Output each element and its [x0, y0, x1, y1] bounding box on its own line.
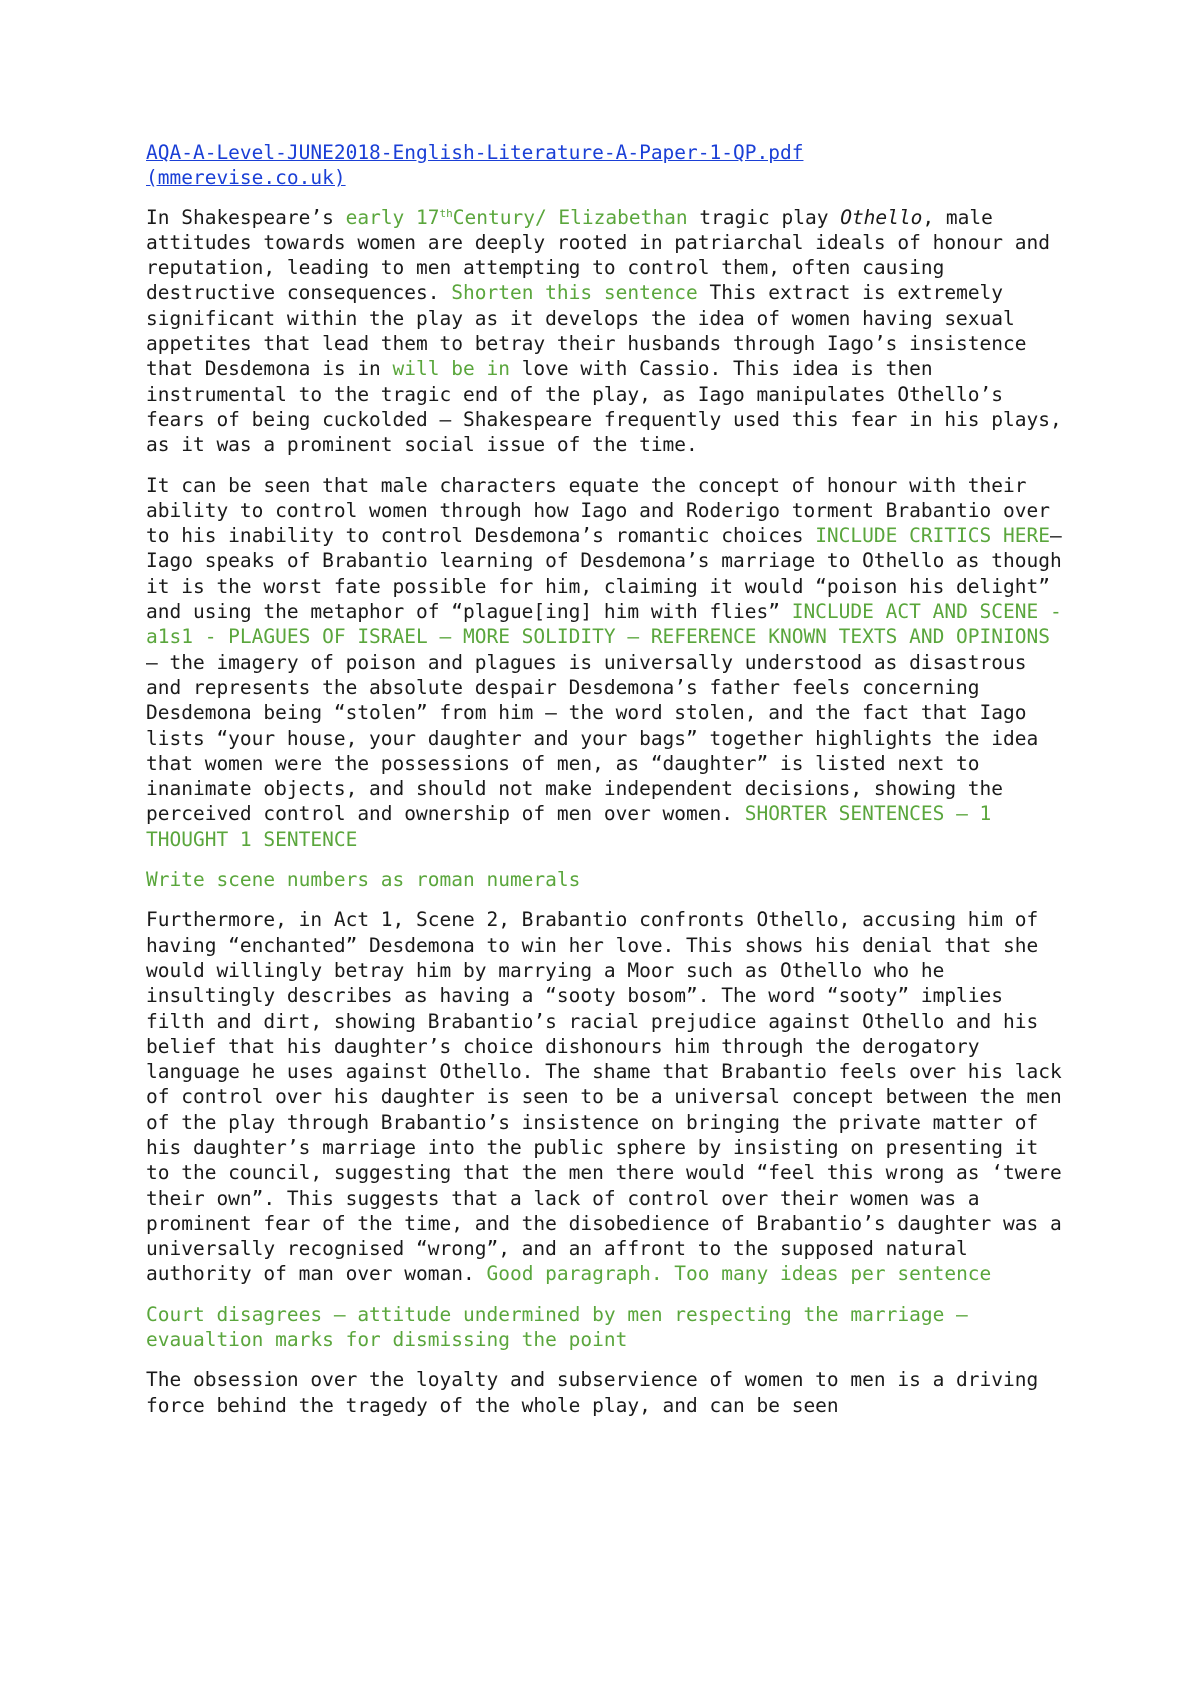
text-run: In Shakespeare’s — [146, 205, 346, 229]
teacher-note: Good paragraph. Too many ideas per sentence — [486, 1262, 992, 1286]
text-run: love with Cassio. This idea is then instrumental to the tragic end of the play, as Iago manipulates Othello’s fears of being cuckolded – Shakespeare frequently used this fear in his plays, as it was a prominent social issue of the time. — [146, 357, 1062, 457]
teacher-note-paragraph: Write scene numbers as roman numerals — [146, 868, 581, 892]
text-run: – the imagery of poison and plagues is universally understood as disastrous and represents the absolute despair Desdemona’s father feels concerning Desdemona being “stolen” from him – the word stolen, and the fact that Iago lists “your house, your daughter and your bags” together highlights the idea that women were the possessions of men, as “daughter” is listed next to inanimate objects, and should not make independent decisions, showing the perceived control and ownership of men over women. — [146, 650, 1039, 826]
body-paragraph — [146, 473, 1066, 852]
body-paragraph — [146, 907, 1066, 1286]
play-title: Othello — [840, 205, 923, 229]
teacher-note: will be in — [392, 357, 510, 381]
teacher-note: SHORTER SENTENCES – 1 THOUGHT 1 SENTENCE — [146, 802, 992, 851]
text-run: Furthermore, in Act 1, Scene 2, Brabantio confronts Othello, accusing him of having “enchanted” Desdemona to win her love. This shows his denial that she would willingly betray him by marrying a Moor such as Othello who he insultingly describes as having a “sooty bosom”. The word “sooty” implies filth and dirt, showing Brabantio’s racial prejudice against Othello and his belief that his daughter’s choice dishonours him through the derogatory language he uses against Othello. The shame that Brabantio feels over his lack of control over his daughter is seen to be a universal concept between the men of the play through Brabantio’s insistence on bringing the private matter of his daughter’s marriage into the public sphere by insisting on presenting it to the council, suggesting that the men there would “feel this wrong as ‘twere their own”. This suggests that a lack of control over their women was a prominent fear of the time, and the disobedience of Brabantio’s daughter was a universally recognised “wrong”, and an affront to the supposed natural authority of man over woman. — [146, 908, 1062, 1286]
teacher-note-paragraph: Court disagrees – attitude undermined by men respecting the marriage – evaualtion marks for dismissing the point — [146, 1302, 968, 1352]
text-run: This extract is extremely significant within the play as it develops the idea of women having sexual appetites that lead them to betray their husbands through Iago’s insistence that Desdemona is in — [146, 281, 1027, 381]
text-run: , male attitudes towards women are deeply rooted in patriarchal ideals of honour and reputation, leading to men attempting to control them, often causing destructive consequences. — [146, 205, 1050, 305]
text-run: The obsession over the loyalty and subservience of women to men is a driving force behind the tragedy of the whole play, and can be seen — [146, 1368, 1039, 1417]
document-page — [146, 140, 1066, 1433]
text-run: – Iago speaks of Brabantio learning of Desdemona’s marriage to Othello as though it is the worst fate possible for him, claiming it would “poison his delight” and using the metaphor of “plague[ing] him with flies” — [146, 524, 1062, 624]
teacher-note: early 17thCentury/ Elizabethan — [345, 205, 688, 229]
text-run: tragic play — [687, 205, 841, 229]
teacher-note: INCLUDE CRITICS HERE — [815, 524, 1050, 548]
body-paragraph — [146, 1367, 1066, 1418]
source-link-line-1[interactable]: AQA-A-Level-JUNE2018-English-Literature-A-Paper-1-QP.pdf — [146, 141, 804, 164]
source-link[interactable] — [146, 140, 1066, 191]
intro-paragraph — [146, 205, 1066, 458]
text-run: It can be seen that male characters equate the concept of honour with their ability to control women through how Iago and Roderigo torment Brabantio over to his inability to control Desdemona’s romantic choices — [146, 473, 1050, 548]
teacher-note: Shorten this sentence — [451, 281, 698, 305]
teacher-note: INCLUDE ACT AND SCENE -a1s1 - PLAGUES OF ISRAEL – MORE SOLIDITY – REFERENCE KNOWN TEXTS AND OPINIONS — [146, 600, 1062, 649]
source-link-line-2[interactable]: (mmerevise.co.uk) — [146, 166, 346, 190]
